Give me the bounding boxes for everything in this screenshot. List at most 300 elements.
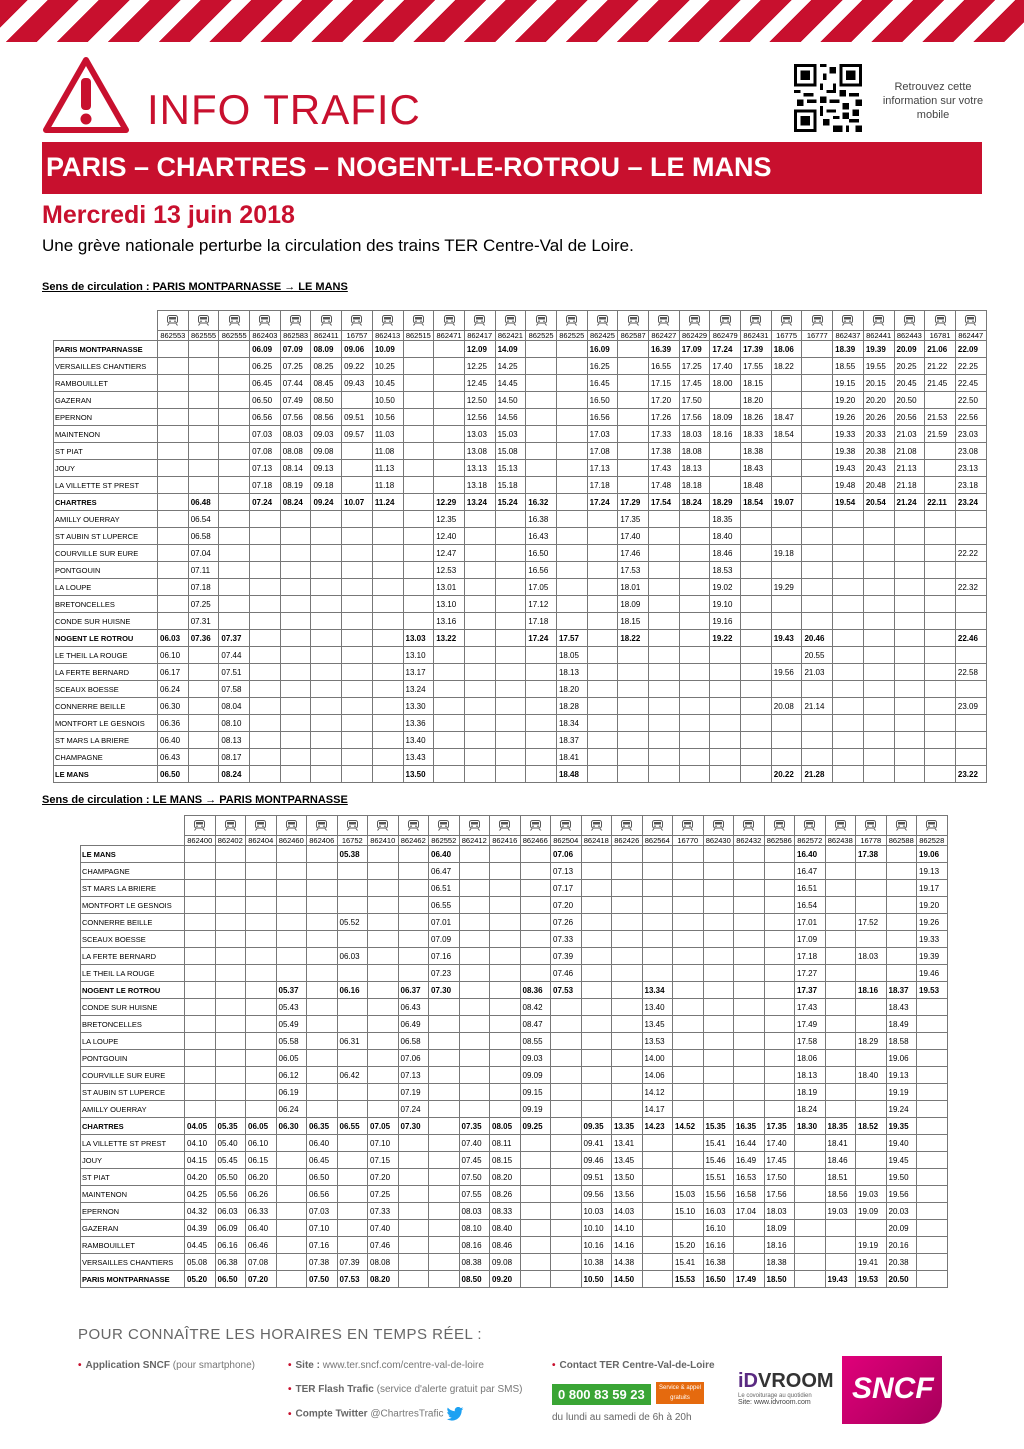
time-cell: 20.50 [894,392,925,409]
time-cell [642,965,673,982]
time-cell: 18.26 [741,409,772,426]
time-cell [464,664,495,681]
time-cell: 10.50 [581,1271,612,1288]
time-cell [215,1067,246,1084]
station-name: GAZERAN [54,392,158,409]
time-cell: 07.51 [219,664,250,681]
time-cell [250,698,281,715]
train-number: 862528 [917,836,948,846]
time-cell: 04.45 [185,1237,216,1254]
time-cell [250,579,281,596]
table-row [54,681,987,698]
time-cell [581,1033,612,1050]
time-cell [917,1271,948,1288]
idvroom-logo[interactable] [738,1370,838,1430]
time-cell [679,715,710,732]
time-cell: 23.18 [955,477,986,494]
time-cell [833,698,864,715]
time-cell [917,1186,948,1203]
time-cell [276,1254,307,1271]
time-cell: 07.16 [307,1237,338,1254]
time-cell: 18.08 [679,443,710,460]
time-cell [679,579,710,596]
time-cell: 19.38 [833,443,864,460]
time-cell: 07.20 [246,1271,277,1288]
time-cell [398,931,429,948]
time-cell [311,579,342,596]
time-cell [917,999,948,1016]
time-cell: 17.52 [856,914,887,931]
time-cell [495,630,526,647]
time-cell [741,715,772,732]
time-cell [551,1135,582,1152]
free-call-badge: Service & appel gratuits [656,1382,704,1404]
time-cell [642,1254,673,1271]
station-name: PONTGOUIN [54,562,158,579]
time-cell: 19.09 [856,1203,887,1220]
time-cell [158,579,189,596]
time-cell [741,749,772,766]
time-cell [894,613,925,630]
time-cell [307,846,338,863]
time-cell [925,545,956,562]
time-cell: 08.46 [490,1237,521,1254]
route-banner: PARIS – CHARTRES – NOGENT-LE-ROTROU – LE MANS [42,142,982,194]
time-cell: 15.08 [495,443,526,460]
train-number: 862471 [434,331,465,341]
time-cell [215,846,246,863]
time-cell [856,1169,887,1186]
time-cell [618,664,649,681]
time-cell: 19.43 [771,630,802,647]
time-cell: 07.24 [250,494,281,511]
timetable-paris-le-mans [53,310,987,783]
time-cell [307,880,338,897]
time-cell: 17.24 [526,630,557,647]
time-cell [771,681,802,698]
time-cell [215,948,246,965]
time-cell [276,846,307,863]
time-cell [894,579,925,596]
idvroom-id: iD [738,1370,758,1392]
time-cell: 13.45 [642,1016,673,1033]
time-cell: 21.24 [894,494,925,511]
time-cell: 20.56 [894,409,925,426]
time-cell: 17.12 [526,596,557,613]
time-cell [673,863,704,880]
time-cell [490,880,521,897]
time-cell [642,1203,673,1220]
time-cell [526,698,557,715]
time-cell [833,562,864,579]
time-cell [337,1084,368,1101]
train-number: 862426 [612,836,643,846]
time-cell: 07.13 [398,1067,429,1084]
time-cell [955,681,986,698]
time-cell [649,732,680,749]
time-cell [917,1016,948,1033]
time-cell [495,766,526,783]
time-cell: 06.03 [337,948,368,965]
train-number: 862460 [276,836,307,846]
time-cell [587,579,618,596]
time-cell [307,1084,338,1101]
time-cell [188,341,219,358]
time-cell: 20.33 [863,426,894,443]
time-cell: 07.50 [307,1271,338,1288]
train-icon [917,816,948,836]
time-cell [612,1067,643,1084]
time-cell: 17.37 [795,982,826,999]
table-row [54,613,987,630]
time-cell [368,863,399,880]
time-cell: 06.50 [158,766,189,783]
time-cell [495,596,526,613]
time-cell [464,732,495,749]
time-cell: 19.56 [771,664,802,681]
time-cell [429,1016,460,1033]
time-cell: 12.35 [434,511,465,528]
time-cell [587,681,618,698]
time-cell [551,1254,582,1271]
time-cell [280,766,311,783]
time-cell [955,511,986,528]
train-icon [642,816,673,836]
time-cell: 16.50 [587,392,618,409]
time-cell [734,1101,765,1118]
time-cell [372,766,403,783]
time-cell [556,460,587,477]
time-cell [925,528,956,545]
time-cell: 23.22 [955,766,986,783]
time-cell [434,409,465,426]
table-row [54,749,987,766]
time-cell [856,863,887,880]
time-cell: 21.28 [802,766,833,783]
twitter-icon[interactable] [446,1407,464,1421]
time-cell [337,965,368,982]
flash-label: TER Flash Trafic [295,1384,374,1395]
table-row [81,1135,948,1152]
time-cell: 20.43 [863,460,894,477]
time-cell [219,392,250,409]
time-cell [764,965,795,982]
time-cell [311,596,342,613]
time-cell: 15.53 [673,1271,704,1288]
time-cell: 13.53 [642,1033,673,1050]
time-cell: 07.25 [280,358,311,375]
time-cell [158,511,189,528]
time-cell: 17.38 [649,443,680,460]
direction-caption-2: Sens de circulation : LE MANS → PARIS MONTPARNASSE [42,794,348,806]
time-cell: 22.09 [955,341,986,358]
time-cell [459,863,490,880]
date-heading: Mercredi 13 juin 2018 [42,201,295,229]
time-cell: 06.48 [188,494,219,511]
time-cell [925,647,956,664]
train-icon [703,816,734,836]
time-cell: 13.40 [403,732,434,749]
time-cell [403,358,434,375]
time-cell [833,528,864,545]
time-cell: 19.06 [886,1050,917,1067]
time-cell [188,664,219,681]
time-cell [246,1033,277,1050]
time-cell [246,914,277,931]
time-cell: 20.22 [771,766,802,783]
time-cell [250,630,281,647]
time-cell [246,1050,277,1067]
time-cell [250,545,281,562]
time-cell [612,931,643,948]
time-cell: 18.15 [741,375,772,392]
time-cell: 09.08 [311,443,342,460]
train-icon [795,816,826,836]
bullet-icon: • [288,1384,292,1395]
time-cell [741,664,772,681]
time-cell [215,863,246,880]
time-cell [734,897,765,914]
time-cell: 07.46 [368,1237,399,1254]
time-cell [642,846,673,863]
time-cell: 19.24 [886,1101,917,1118]
time-cell [556,392,587,409]
time-cell: 15.46 [703,1152,734,1169]
time-cell: 17.13 [587,460,618,477]
time-cell: 17.50 [764,1169,795,1186]
time-cell [464,630,495,647]
time-cell: 09.15 [520,1084,551,1101]
time-cell: 16.50 [703,1271,734,1288]
station-name: LA VILLETTE ST PREST [81,1135,185,1152]
time-cell [398,1186,429,1203]
station-name: SCEAUX BOESSE [81,931,185,948]
time-cell [372,749,403,766]
time-cell [158,528,189,545]
time-cell [495,579,526,596]
time-cell [771,647,802,664]
time-cell: 13.08 [464,443,495,460]
time-cell [429,1135,460,1152]
time-cell: 13.35 [612,1118,643,1135]
time-cell [894,715,925,732]
time-cell: 08.25 [311,358,342,375]
time-cell: 10.56 [372,409,403,426]
time-cell: 19.33 [833,426,864,443]
time-cell [250,681,281,698]
time-cell: 20.38 [863,443,894,460]
time-cell: 14.03 [612,1203,643,1220]
time-cell [215,1033,246,1050]
time-cell [185,1067,216,1084]
train-icon [250,311,281,331]
time-cell: 07.49 [280,392,311,409]
qr-code-icon[interactable] [794,64,862,132]
time-cell [276,897,307,914]
time-cell [490,1067,521,1084]
time-cell [490,931,521,948]
train-number: 16770 [673,836,704,846]
time-cell: 18.15 [618,613,649,630]
time-cell [764,914,795,931]
time-cell: 22.56 [955,409,986,426]
time-cell: 19.39 [863,341,894,358]
time-cell [551,1186,582,1203]
time-cell [342,545,373,562]
time-cell: 06.50 [215,1271,246,1288]
time-cell [612,948,643,965]
time-cell [185,897,216,914]
time-cell: 17.20 [649,392,680,409]
train-icon [925,311,956,331]
time-cell [771,375,802,392]
table-row [81,982,948,999]
time-cell [795,1220,826,1237]
time-cell: 06.45 [250,375,281,392]
flash-info [288,1384,523,1395]
time-cell: 09.19 [520,1101,551,1118]
time-cell: 06.30 [276,1118,307,1135]
time-cell [886,863,917,880]
time-cell [526,647,557,664]
time-cell [158,358,189,375]
time-cell [764,897,795,914]
top-stripes [0,0,1024,42]
time-cell: 18.50 [764,1271,795,1288]
train-icon [825,816,856,836]
time-cell [649,596,680,613]
time-cell: 18.46 [825,1152,856,1169]
time-cell [551,1220,582,1237]
time-cell [863,749,894,766]
time-cell [219,375,250,392]
time-cell [764,931,795,948]
time-cell [618,358,649,375]
time-cell: 05.50 [215,1169,246,1186]
time-cell [642,1220,673,1237]
time-cell [955,596,986,613]
time-cell: 16.25 [587,358,618,375]
time-cell: 07.10 [368,1135,399,1152]
time-cell [342,766,373,783]
time-cell: 10.07 [342,494,373,511]
time-cell [372,698,403,715]
time-cell [459,965,490,982]
time-cell [894,681,925,698]
time-cell: 20.45 [894,375,925,392]
time-cell [403,375,434,392]
time-cell [368,1033,399,1050]
time-cell [710,664,741,681]
time-cell [403,392,434,409]
time-cell [464,545,495,562]
time-cell [863,511,894,528]
time-cell: 21.45 [925,375,956,392]
time-cell: 20.38 [886,1254,917,1271]
time-cell [250,528,281,545]
train-number: 862504 [551,836,582,846]
time-cell [311,715,342,732]
time-cell [587,613,618,630]
train-number: 862425 [587,331,618,341]
time-cell [276,965,307,982]
time-cell [734,863,765,880]
time-cell: 08.56 [311,409,342,426]
time-cell: 09.46 [581,1152,612,1169]
time-cell: 13.50 [612,1169,643,1186]
time-cell: 10.50 [372,392,403,409]
time-cell: 07.31 [188,613,219,630]
time-cell: 08.09 [311,341,342,358]
site-link[interactable]: www.ter.sncf.com/centre-val-de-loire [322,1360,484,1371]
time-cell: 08.17 [219,749,250,766]
time-cell [618,647,649,664]
time-cell: 18.41 [556,749,587,766]
time-cell [673,1169,704,1186]
time-cell [925,681,956,698]
time-cell [833,545,864,562]
time-cell [520,1135,551,1152]
time-cell [734,931,765,948]
table-row [81,1067,948,1084]
time-cell: 04.20 [185,1169,216,1186]
time-cell [894,698,925,715]
train-number: 862438 [825,836,856,846]
time-cell [618,477,649,494]
time-cell [673,1101,704,1118]
train-number: 862429 [679,331,710,341]
train-number: 862400 [185,836,216,846]
train-icon [403,311,434,331]
time-cell [551,1101,582,1118]
table-row [81,846,948,863]
time-cell: 18.41 [825,1135,856,1152]
station-name: CHAMPAGNE [81,863,185,880]
time-cell [856,897,887,914]
time-cell: 17.38 [856,846,887,863]
time-cell [215,982,246,999]
time-cell: 08.38 [459,1254,490,1271]
time-cell [246,1084,277,1101]
time-cell [398,965,429,982]
table-row [81,1169,948,1186]
time-cell [434,341,465,358]
time-cell [158,341,189,358]
train-number: 862411 [311,331,342,341]
time-cell: 16.55 [649,358,680,375]
time-cell: 19.50 [886,1169,917,1186]
time-cell [188,647,219,664]
time-cell: 18.49 [886,1016,917,1033]
time-cell [925,749,956,766]
train-icon [429,816,460,836]
time-cell [649,511,680,528]
time-cell [429,1101,460,1118]
time-cell: 08.47 [520,1016,551,1033]
time-cell [833,511,864,528]
time-cell [587,545,618,562]
train-icon [649,311,680,331]
time-cell: 08.36 [520,982,551,999]
phone-number[interactable]: 0 800 83 59 23 [552,1384,651,1405]
time-cell: 21.03 [802,664,833,681]
time-cell: 18.37 [886,982,917,999]
time-cell: 16.50 [526,545,557,562]
time-cell: 10.03 [581,1203,612,1220]
time-cell [917,1084,948,1101]
twitter-handle[interactable]: @ChartresTrafic [370,1408,444,1420]
time-cell [398,846,429,863]
